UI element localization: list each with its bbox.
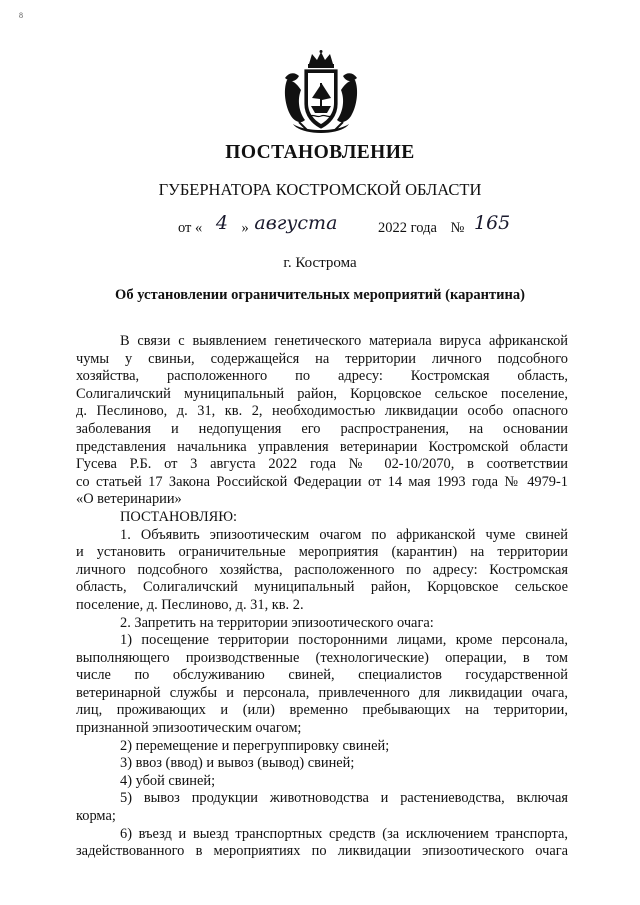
body-line: 5) вывоз продукции животноводства и растениеводства, включая — [120, 790, 568, 807]
body-line: В связи с выявлением генетического материала вируса африканской — [120, 333, 568, 349]
body-line: 6) въезд и выезд транспортных средств (за исключением транспорта, — [120, 825, 568, 842]
body-line: хозяйства, расположенного по адресу: Костромская область, — [76, 368, 568, 385]
body-line: 3) ввоз (ввод) и вывоз (вывод) свиней; — [120, 755, 355, 772]
body-line: Гусева Р.Б. от 3 августа 2022 года № 02-10/2070, в соответствии — [76, 456, 568, 473]
body-line: д. Песлиново, д. 31, кв. 2, необходимостью ликвидации особо опасного — [76, 403, 568, 420]
body-line: со статьей 17 Закона Российской Федерации от 14 мая 1993 года № 4979-1 — [76, 473, 568, 490]
document-number: 165 — [473, 212, 511, 234]
issuing-authority: ГУБЕРНАТОРА КОСТРОМСКОЙ ОБЛАСТИ — [158, 180, 482, 199]
body-line: лиц, проживающих и (или) временно пребывающих на территории, — [76, 702, 568, 719]
body-line: ветеринарной службы и персонала, привлеченного для ликвидации очага, — [76, 684, 568, 701]
resolution-heading: Об установлении ограничительных мероприятий (карантина) — [115, 287, 525, 303]
date-month: августа — [254, 212, 338, 234]
number-sign: № — [450, 220, 465, 236]
document-body — [76, 333, 568, 861]
document-title: ПОСТАНОВЛЕНИЕ — [225, 142, 415, 163]
body-line: представления начальника управления ветеринарии Костромской области — [76, 438, 568, 455]
decree-word: ПОСТАНОВЛЯЮ: — [120, 508, 238, 525]
body-line: задействованного в мероприятиях по ликвидации эпизоотического очага — [76, 843, 568, 860]
date-mid: » — [241, 220, 249, 236]
body-line: 1. Объявить эпизоотическим очагом по африканской чуме свиней — [120, 526, 568, 543]
body-line: корма; — [76, 808, 116, 825]
corner-mark: 8 — [19, 11, 23, 20]
date-line — [178, 212, 511, 237]
body-line: личного подсобного хозяйства, расположенного по адресу: Костромская — [76, 561, 568, 578]
body-line: область, Солигаличский муниципальный район, Корцовское сельское — [76, 579, 568, 596]
body-line: «О ветеринарии» — [76, 491, 182, 508]
body-line: выполняющего производственные (технологические) операции, в том — [76, 649, 568, 666]
body-line: 2) перемещение и перегруппировку свиней; — [120, 737, 390, 754]
date-year: 2022 года — [378, 220, 437, 236]
body-line: 2. Запретить на территории эпизоотического очага: — [120, 614, 434, 631]
date-prefix: от « — [178, 220, 203, 236]
body-line: 4) убой свиней; — [120, 772, 216, 789]
city: г. Кострома — [283, 255, 357, 271]
body-line: и установить ограничительные мероприятия (карантин) на территории — [76, 544, 568, 561]
coat-of-arms-icon — [281, 50, 361, 136]
date-day: 4 — [215, 212, 228, 234]
body-line: 1) посещение территории посторонними лицами, кроме персонала, — [120, 632, 568, 649]
body-line: числе по обслуживанию свиней, специалистов государственной — [76, 667, 568, 684]
body-line: заболевания и недопущения его распространения, на основании — [76, 420, 568, 437]
body-line: поселение, д. Песлиново, д. 31, кв. 2. — [76, 596, 304, 613]
body-line: признанной эпизоотическим очагом; — [76, 720, 302, 737]
body-line: чумы у свиньи, содержащейся на территории личного подсобного — [76, 350, 568, 367]
body-line: Солигаличский муниципальный район, Корцовское сельское поселение, — [76, 385, 568, 402]
